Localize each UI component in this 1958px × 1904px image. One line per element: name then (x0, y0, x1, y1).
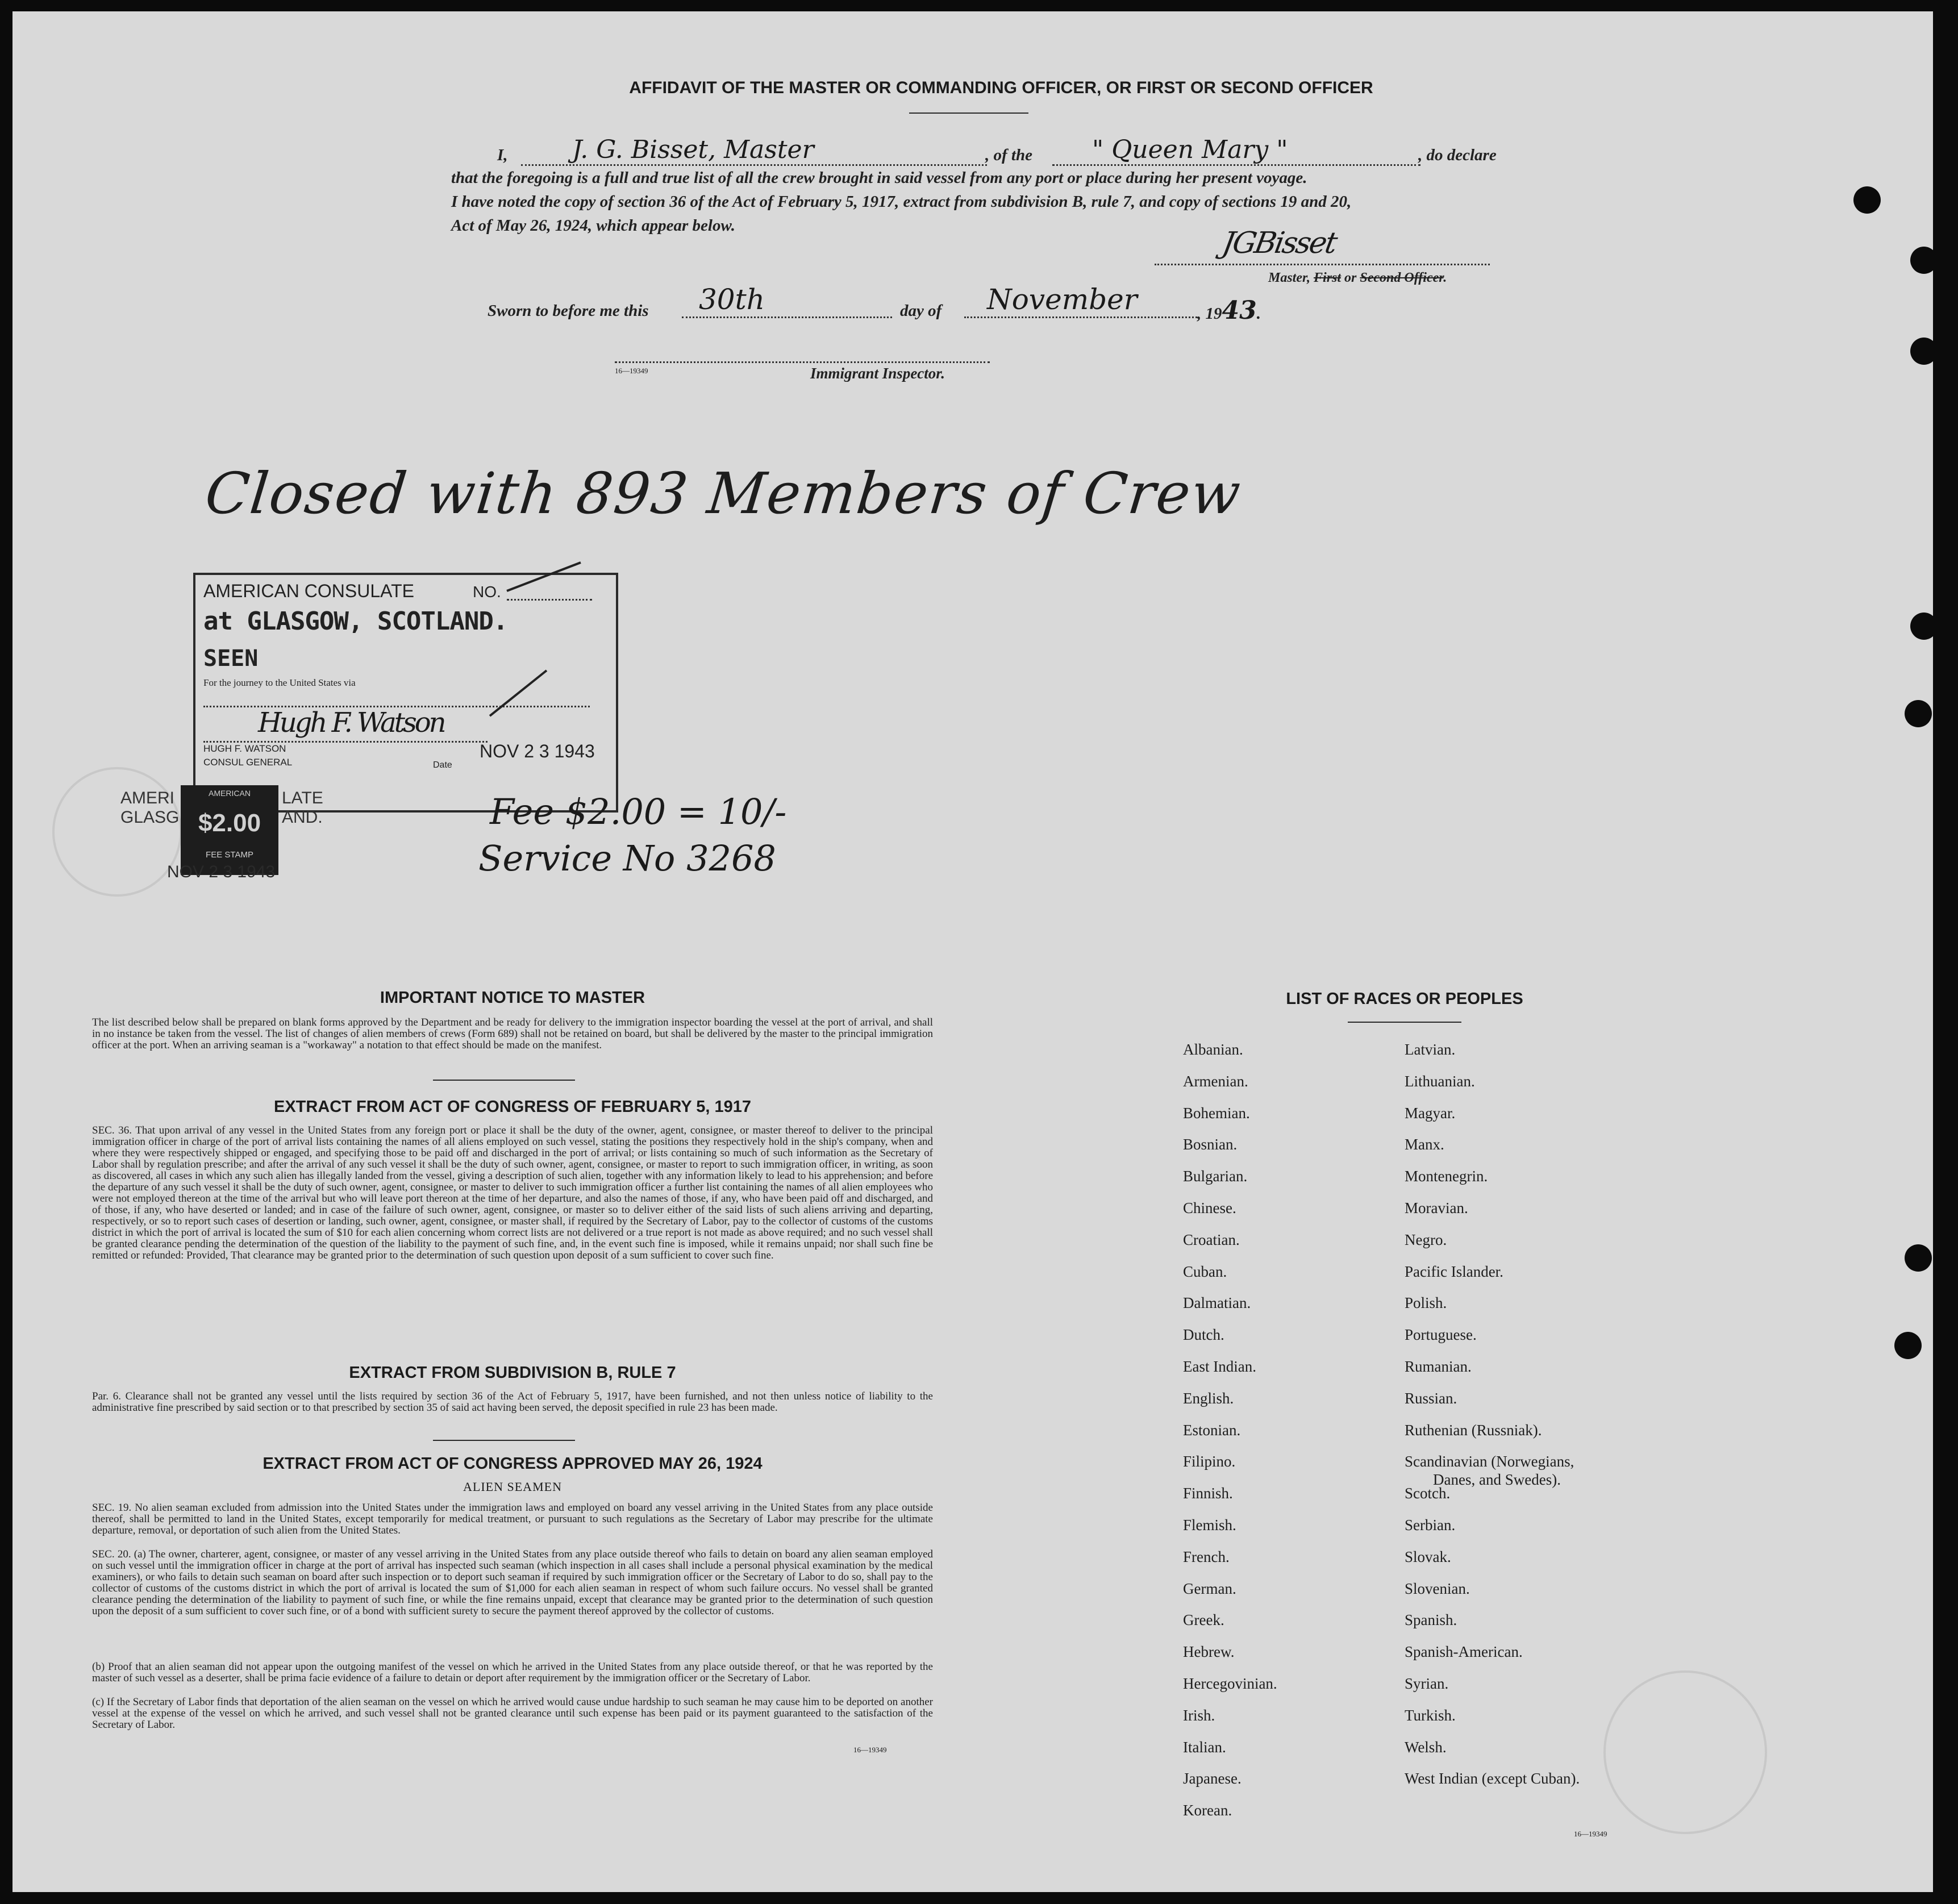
race-item: East Indian. (1183, 1358, 1256, 1375)
overprint-left (120, 789, 179, 827)
binding-hole (1894, 1332, 1922, 1359)
race-item: Greek. (1183, 1611, 1224, 1629)
closed-with-note: Closed with 893 Members of Crew (202, 460, 1245, 527)
stamp-journey-line: For the journey to the United States via (203, 677, 356, 688)
race-item: Cuban. (1183, 1263, 1227, 1280)
stamp-consul-name: HUGH F. WATSON (203, 743, 286, 754)
binding-hole (1905, 700, 1932, 727)
extract-1924-title: EXTRACT FROM ACT OF CONGRESS APPROVED MAY 26, 1924 (263, 1455, 763, 1473)
race-item: Korean. (1183, 1802, 1232, 1819)
stamp-seen: SEEN (203, 645, 259, 672)
stamp-date: NOV 2 3 1943 (480, 741, 595, 761)
race-item: Danes, and Swedes). (1433, 1471, 1561, 1489)
race-item: Spanish-American. (1405, 1643, 1523, 1661)
race-item: Negro. (1405, 1231, 1447, 1248)
race-item: Spanish. (1405, 1611, 1457, 1629)
race-item: Polish. (1405, 1294, 1447, 1312)
notice-body: The list described below shall be prepared on blank forms approved by the Department and be ready for delivery to the immigration inspector boarding the vessel at the port of arrival, and shall in no instance be taken from the vessel. The list of changes of alien members of crews (Form 689) shall not be retained on board, but shall be delivered by the master to the principal immigration officer at the port. When an arriving seaman is a "workaway" a notation to that effect should be made on the manifest. (92, 1016, 933, 1051)
extract-1924-form-no: 16—19349 (853, 1745, 887, 1754)
faint-seal-left (52, 767, 182, 897)
sworn-year-end: . (1256, 305, 1261, 323)
stamp-date-label: Date (433, 760, 452, 770)
sworn-day-of: day of (900, 302, 942, 320)
race-item: Estonian. (1183, 1421, 1241, 1439)
inspector-label: Immigrant Inspector. (810, 365, 945, 382)
race-item: Moravian. (1405, 1199, 1468, 1216)
race-item: Albanian. (1183, 1041, 1243, 1058)
race-item: Ruthenian (Russniak). (1405, 1421, 1542, 1439)
race-item: Slovenian. (1405, 1580, 1470, 1597)
stamp-consulate-line: AMERICAN CONSULATE (203, 581, 415, 601)
race-item: Flemish. (1183, 1516, 1236, 1534)
overprint-left-line2: GLASG (120, 808, 180, 827)
binding-hole (1910, 613, 1933, 640)
stamp-signature-field (203, 739, 488, 743)
do-declare-label: , do declare (1418, 146, 1497, 164)
race-item: Portuguese. (1405, 1326, 1477, 1344)
binding-hole (1910, 247, 1933, 274)
master-name-field: J. G. Bisset, Master (521, 135, 987, 166)
race-item: German. (1183, 1580, 1236, 1597)
race-item: Serbian. (1405, 1516, 1456, 1534)
race-item: Croatian. (1183, 1231, 1240, 1248)
race-item: Dutch. (1183, 1326, 1224, 1344)
race-item: Montenegrin. (1405, 1168, 1488, 1185)
race-item: French. (1183, 1548, 1230, 1565)
stamp-consul-title: CONSUL GENERAL (203, 757, 293, 768)
inspector-form-no: 16—19349 (615, 366, 648, 375)
caption-first: First (1314, 270, 1342, 285)
fee-note-line2: Service No 3268 (478, 838, 776, 879)
fee-stamp-bottom: FEE STAMP (206, 850, 253, 860)
vessel-name-field: " Queen Mary " (1052, 135, 1420, 166)
overprint-right-line2: AND. (282, 808, 323, 827)
race-item: Filipino. (1183, 1453, 1236, 1470)
fee-stamp-date: NOV 2 3 1943 (167, 863, 276, 881)
caption-or: or (1344, 270, 1357, 285)
stamp-no-label: NO. (473, 583, 501, 601)
overprint-right-line1: LATE (282, 789, 323, 807)
declaration-line-3: I have noted the copy of section 36 of the Act of February 5, 1917, extract from subdivision B, rule 7, and copy of sections 19 and 20, (451, 193, 1352, 211)
extract-1924-sec19: SEC. 19. No alien seaman excluded from admission into the United States under the immigration laws and employed on board any vessel arriving in the United States from any place outside thereof, shall be permitted to land in the United States, except temporarily for medical treatment, or pursuant to such regulations as the Secretary of Labor may prescribe for the ultimate departure, removal, or deportation of such alien from the United States. (92, 1502, 933, 1536)
race-item: Japanese. (1183, 1770, 1242, 1788)
title-underline (909, 113, 1028, 114)
caption-second: Second Officer (1360, 270, 1444, 285)
binding-hole (1905, 1244, 1932, 1272)
race-item: Slovak. (1405, 1548, 1451, 1565)
sworn-year-prefix: , 19 (1197, 305, 1222, 323)
stamp-location-line: at GLASGOW, SCOTLAND. (203, 607, 508, 636)
signature-line (1155, 261, 1490, 265)
overprint-left-line1: AMERI (120, 789, 175, 807)
race-item: Bohemian. (1183, 1104, 1250, 1122)
extract-1917-body: SEC. 36. That upon arrival of any vessel in the United States from any foreign port or place it shall be the duty of the owner, agent, consignee, or master thereof to deliver to the principal immigration officer in charge of the port of arrival lists containing the names of all aliens employed on such vessel, stating the positions they respectively hold in the ship's company, when and where they were respectively shipped or engaged, and specifying those to be paid off and discharged in the port of arrival; or lists containing so much of such information as the Secretary of Labor shall by regulation prescribe; and after the arrival of any such vessel it shall be the duty of such owner, agent, consignee, or master to report to such immigration officer, in writing, as soon as discovered, all cases in which any such alien has illegally landed from the vessel, giving a description of such alien, together with any information likely to lead to his apprehension; and before the departure of any such vessel it shall be the duty of such owner, agent, consignee, or master to deliver to such immigration officer a further list containing the names of all alien employees who were not employed thereon at the time of the arrival but who will leave port thereon at the time of her departure, and also the names of those, if any, who have been paid off and discharged, and of those, if any, who have deserted or landed; and in case of the failure of such owner, agent, consignee, or master so to deliver either of the said lists of such aliens arriving and departing, respectively, or so to report such cases of desertion or landing, such owner, agent, consignee, or master shall, if required by the Secretary of Labor, pay to the collector of customs of the customs district in which the port of arrival is located the sum of $10 for each alien concerning whom correct lists are not delivered or a true report is not made as above required; and no such vessel shall be granted clearance pending the determination of the question of the liability to the payment of such fine, and, in the event such fine is imposed, while it remains unpaid; nor shall such fine be remitted or refunded: Provided, That clearance may be granted prior to the determination of such question upon deposit of a sum sufficient to cover such fine. (92, 1124, 933, 1261)
race-item: West Indian (except Cuban). (1405, 1770, 1580, 1788)
race-item: Bulgarian. (1183, 1168, 1248, 1185)
rule7-divider (433, 1440, 575, 1441)
extract-1924-sec20a: SEC. 20. (a) The owner, charterer, agent, consignee, or master of any vessel arriving in the United States from any place outside thereof who fails to detain on board any alien seaman employed on such vessel until the immigration officer in charge at the port of arrival has inspected such seaman (which inspection in all cases shall include a personal physical examination by the medical examiners), or who fails to detain such seaman on board after such inspection or to deport such seaman if required by such immigration officer or the Secretary of Labor to do so, shall pay to the collector of customs of the customs district in which the port of arrival is located the sum of $1,000 for each alien seaman in respect of whom such failure occurs. No vessel shall be granted clearance pending the determination of the liability to payment of such fine, or while the fine remains unpaid, except that clearance may be granted prior to the determination of such question upon the deposit of a sum sufficient to cover such fine, or of a bond with sufficient surety to secure the payment thereof approved by the collector of customs. (92, 1548, 933, 1617)
extract-1924-subtitle: ALIEN SEAMEN (463, 1480, 562, 1494)
fee-stamp-value: $2.00 (198, 809, 261, 837)
race-item: Latvian. (1405, 1041, 1456, 1058)
binding-hole (1853, 186, 1881, 214)
race-item: Syrian. (1405, 1675, 1449, 1692)
race-item: Finnish. (1183, 1485, 1233, 1502)
race-item: Hebrew. (1183, 1643, 1235, 1661)
race-item: Turkish. (1405, 1706, 1456, 1724)
race-item: Dalmatian. (1183, 1294, 1251, 1312)
race-item: Irish. (1183, 1706, 1215, 1724)
race-item: Manx. (1405, 1136, 1444, 1153)
sworn-year-suffix: 43 (1222, 296, 1257, 325)
race-item: Rumanian. (1405, 1358, 1472, 1375)
fee-stamp (181, 785, 278, 875)
signature-caption (1268, 269, 1447, 286)
races-divider (1348, 1022, 1461, 1023)
fee-note-line1: Fee $2.00 = 10/- (490, 791, 787, 832)
sworn-year (1197, 296, 1261, 326)
race-item: Magyar. (1405, 1104, 1456, 1122)
race-item: Armenian. (1183, 1072, 1248, 1090)
fee-stamp-top: AMERICAN (209, 789, 251, 798)
race-item: Italian. (1183, 1738, 1226, 1756)
caption-end: . (1443, 270, 1447, 285)
extract-1924-sec20c: (c) If the Secretary of Labor finds that deportation of the alien seaman on the vessel on which he arrived would cause undue hardship to such seaman he may cause him to be deported on another vessel at the expense of the vessel on which he arrived, and such vessel shall not be granted clearance until such expense has been paid or its payment guaranteed to the satisfaction of the Secretary of Labor. (92, 1696, 933, 1731)
master-signature: JGBisset (1219, 226, 1339, 260)
race-item: Bosnian. (1183, 1136, 1238, 1153)
rule7-body: Par. 6. Clearance shall not be granted any vessel until the lists required by section 36 of the Act of February 5, 1917, have been furnished, and not then unless notice of liability to the administrative fine prescribed by said section or to that prescribed by section 35 of said act having been served, the deposit specified in rule 23 has been made. (92, 1390, 933, 1414)
race-item: Chinese. (1183, 1199, 1236, 1216)
consul-signature: Hugh F. Watson (258, 707, 444, 739)
race-item: Lithuanian. (1405, 1072, 1475, 1090)
overprint-right (282, 789, 323, 827)
of-the-label: , of the (985, 146, 1032, 164)
race-item: English. (1183, 1389, 1234, 1407)
race-item: Welsh. (1405, 1738, 1447, 1756)
sworn-prefix: Sworn to before me this (488, 302, 649, 320)
stamp-slash-marks (467, 557, 615, 727)
race-item: Hercegovinian. (1183, 1675, 1277, 1692)
rule7-title: EXTRACT FROM SUBDIVISION B, RULE 7 (349, 1364, 676, 1382)
races-title: LIST OF RACES OR PEOPLES (1286, 990, 1523, 1008)
caption-master: Master, (1268, 270, 1311, 285)
notice-title: IMPORTANT NOTICE TO MASTER (380, 989, 645, 1007)
declaration-line-4: Act of May 26, 1924, which appear below. (451, 216, 735, 235)
declaration-i: I, (497, 146, 508, 164)
declaration-line-2: that the foregoing is a full and true list of all the crew brought in said vessel from any port or place during her present voyage. (451, 169, 1307, 187)
binding-hole (1910, 338, 1933, 365)
sworn-month-field: November (964, 283, 1197, 318)
faint-seal-right (1603, 1670, 1767, 1834)
affidavit-title: AFFIDAVIT OF THE MASTER OR COMMANDING OFFICER, OR FIRST OR SECOND OFFICER (629, 78, 1373, 97)
sworn-day-field: 30th (682, 283, 892, 318)
races-form-no: 16—19349 (1574, 1830, 1607, 1838)
extract-1917-title: EXTRACT FROM ACT OF CONGRESS OF FEBRUARY 5, 1917 (273, 1098, 752, 1116)
race-item: Scotch. (1405, 1485, 1451, 1502)
race-item: Russian. (1405, 1389, 1457, 1407)
race-item: Scandinavian (Norwegians, (1405, 1453, 1574, 1470)
document-page (13, 11, 1933, 1892)
race-item: Pacific Islander. (1405, 1263, 1503, 1280)
notice-divider (433, 1080, 575, 1081)
extract-1924-sec20b: (b) Proof that an alien seaman did not appear upon the outgoing manifest of the vessel on which he arrived in the United States from any place outside thereof, or that he was reported by the master of such vessel as a deserter, shall be prima facie evidence of a failure to detain or deport after requirement by the immigration officer or the Secretary of Labor. (92, 1661, 933, 1684)
